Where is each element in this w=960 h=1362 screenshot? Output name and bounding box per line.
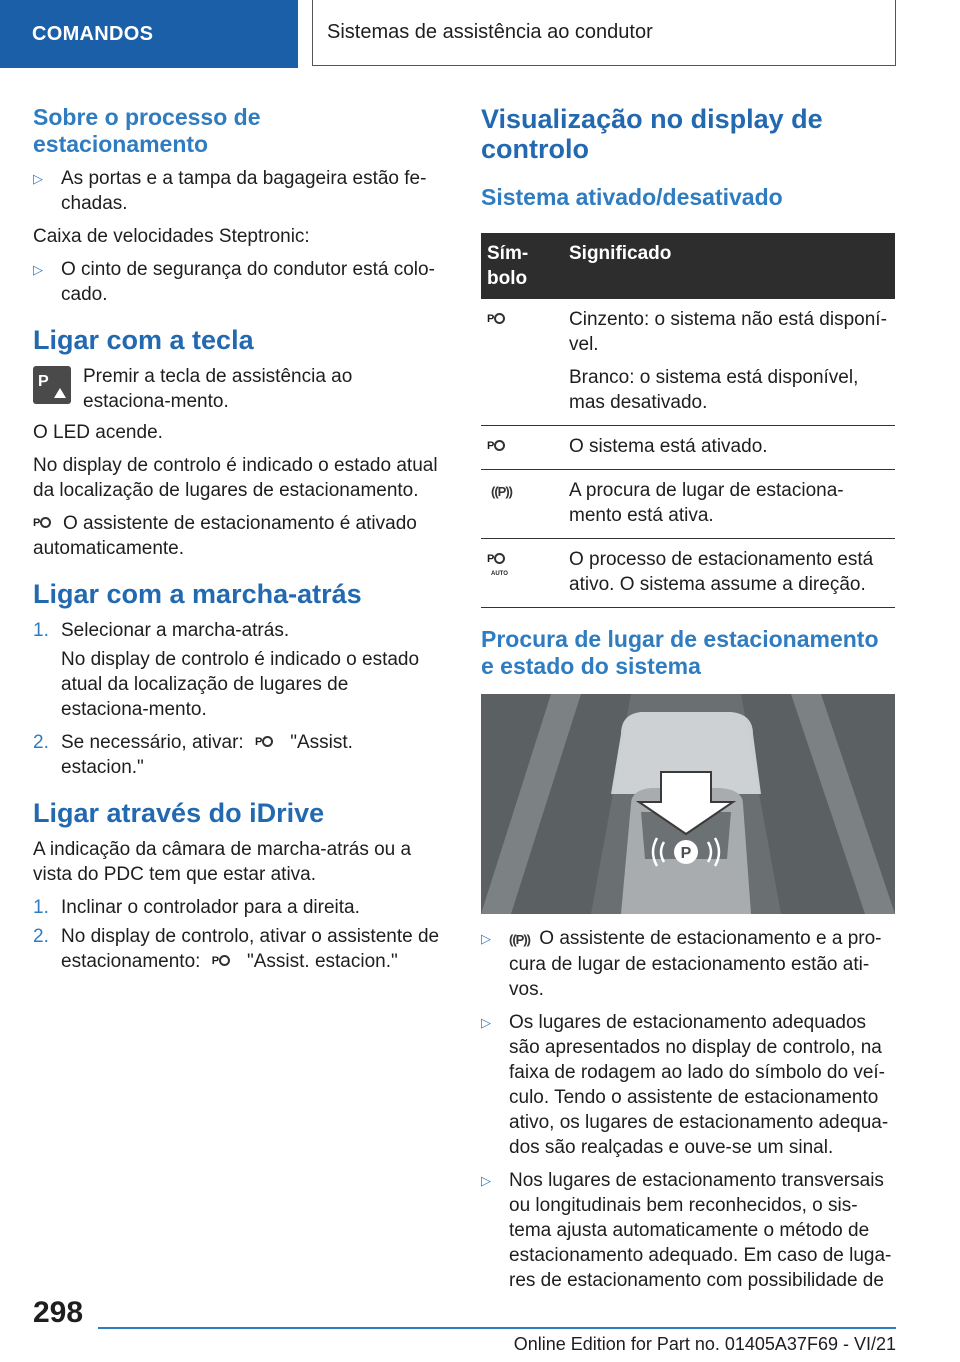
edition-note: Online Edition for Part no. 01405A37F69 - VI/21	[513, 1334, 896, 1354]
list-item	[33, 257, 441, 307]
item-number: 1.	[33, 620, 49, 641]
parking-display-illustration	[481, 694, 895, 914]
triangle-bullet-icon: ▷	[481, 1015, 491, 1030]
item-text: Se necessário, ativar:	[61, 732, 244, 753]
heading-search-state: Procura de lugar de estacionamento e estado do sistema	[481, 626, 879, 679]
list-item	[481, 926, 895, 1002]
parking-assistant-active-icon: P	[487, 434, 511, 456]
numbered-item	[33, 618, 441, 643]
parking-auto-icon: P AUTO	[487, 553, 508, 577]
column-header: Significado	[563, 233, 895, 299]
heading-display: Visualização no display de controlo	[481, 104, 823, 164]
item-number: 2.	[33, 926, 49, 947]
left-column	[33, 96, 441, 978]
bullet-text: Nos lugares de estacionamento transversais ou longitudinais bem reconhecidos, o sis-tema ajusta automaticamente o método de estacionamento adequado. Em caso de luga-res de estacionamento com possibilidade de	[509, 1170, 892, 1291]
parking-assistant-icon: P	[255, 730, 279, 752]
key-instruction	[33, 364, 441, 414]
triangle-bullet-icon: ▷	[481, 1173, 491, 1188]
table-cell: A procura de lugar de estaciona-mento está ativa.	[563, 470, 895, 539]
chapter-tab: Sistemas de assistência ao condutor	[312, 0, 896, 66]
subheading-system-state: Sistema ativado/desativado	[481, 184, 783, 210]
table-row	[481, 539, 895, 608]
table-cell: Branco: o sistema está disponível, mas desativado.	[569, 367, 859, 413]
item-number: 2.	[33, 732, 49, 753]
parking-search-icon: ((P))	[491, 484, 512, 499]
paragraph: No display de controlo é indicado o estado atual da localização de lugares de estacionamento.	[33, 455, 438, 501]
menu-label: "Assist. estacion."	[246, 951, 398, 972]
footer-divider	[98, 1327, 896, 1329]
table-row	[481, 426, 895, 470]
svg-text:P: P	[680, 845, 692, 862]
list-item	[33, 166, 441, 216]
paragraph: O LED acende.	[33, 422, 163, 443]
parking-display-figure	[481, 694, 895, 914]
key-instruction-text: Premir a tecla de assistência ao estaciona-mento.	[83, 366, 353, 412]
triangle-bullet-icon: ▷	[33, 171, 43, 186]
paragraph: Caixa de velocidades Steptronic:	[33, 226, 310, 247]
parking-assist-button-icon	[33, 366, 71, 404]
parking-assistant-icon: P	[212, 949, 236, 971]
page-header	[0, 0, 960, 68]
table-row	[481, 470, 895, 539]
bullet-text: O cinto de segurança do condutor está colo-cado.	[61, 259, 435, 305]
bullet-text: O assistente de estacionamento e a pro-cura de lugar de estacionamento estão ati-vos.	[509, 928, 882, 1000]
key-p-letter: P	[38, 373, 49, 390]
table-cell: O processo de estacionamento está ativo. O sistema assume a direção.	[563, 539, 895, 608]
bullet-text: Os lugares de estacionamento adequados são apresentados no display de controlo, na faixa de rodagem ao lado do símbolo do veí-culo. Tendo o assistente de estacionamento ativo, os lugares de estacionamento adequa-dos são realçadas e ouve-se um sinal.	[509, 1012, 889, 1158]
paragraph: A indicação da câmara de marcha-atrás ou a vista do PDC tem que estar ativa.	[33, 839, 412, 885]
numbered-item	[33, 895, 441, 920]
item-subtext: No display de controlo é indicado o estado atual da localização de lugares de estaciona-mento.	[61, 649, 420, 720]
item-text: Inclinar o controlador para a direita.	[61, 897, 360, 918]
menu-label: "Assist. estacion."	[61, 732, 353, 778]
table-cell: O sistema está ativado.	[563, 426, 895, 470]
triangle-bullet-icon: ▷	[33, 262, 43, 277]
item-text: Selecionar a marcha-atrás.	[61, 620, 290, 641]
item-number: 1.	[33, 897, 49, 918]
paragraph	[33, 511, 441, 561]
section-tab: COMANDOS	[0, 0, 298, 68]
parking-assistant-grey-icon: P	[487, 307, 511, 329]
right-column	[481, 96, 895, 1301]
table-row	[481, 299, 895, 426]
bullet-text: As portas e a tampa da bagageira estão fe-chadas.	[61, 168, 427, 214]
paragraph-text: O assistente de estacionamento é ativado automaticamente.	[33, 513, 417, 559]
page-number: 298	[33, 1296, 84, 1329]
column-header: Sím-bolo	[481, 233, 563, 299]
table-cell: Cinzento: o sistema não está disponí-vel.	[569, 309, 887, 355]
table-header-row	[481, 233, 895, 299]
heading-idrive: Ligar através do iDrive	[33, 798, 325, 828]
heading-switch-on-button: Ligar com a tecla	[33, 325, 254, 355]
triangle-bullet-icon: ▷	[481, 931, 491, 946]
heading-parking-process: Sobre o processo de estacionamento	[33, 104, 261, 157]
list-item	[481, 1010, 895, 1160]
numbered-item	[33, 730, 441, 780]
list-item	[481, 1168, 895, 1293]
item-text: No display de controlo, ativar o assistente de estacionamento:	[61, 926, 440, 972]
numbered-item	[33, 924, 441, 974]
parking-assistant-icon: P	[33, 511, 57, 533]
warning-triangle-icon	[54, 388, 66, 398]
parking-search-icon: ((P))	[509, 932, 530, 947]
heading-reverse-gear: Ligar com a marcha-atrás	[33, 579, 362, 609]
symbol-table	[481, 233, 895, 608]
